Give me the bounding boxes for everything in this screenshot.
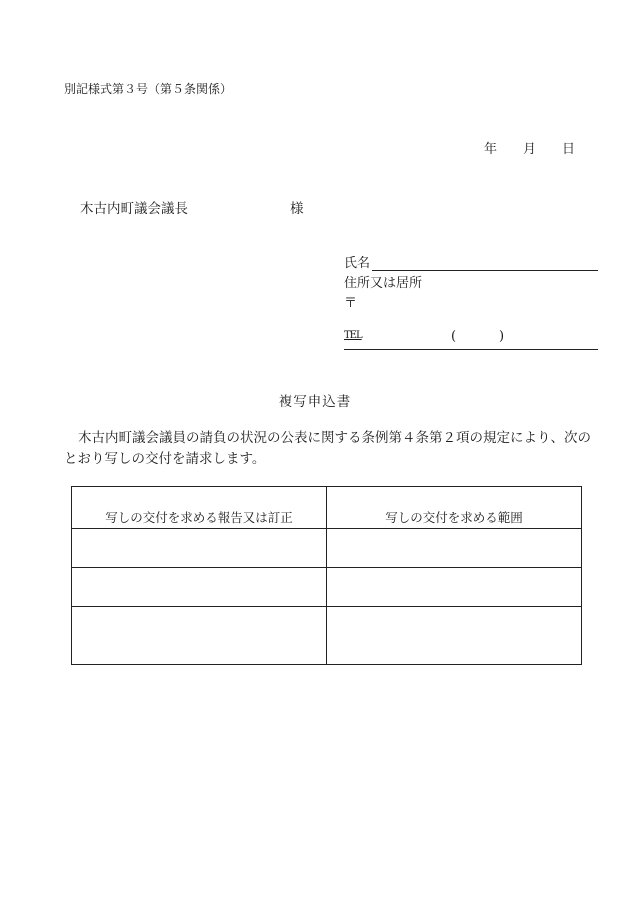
document-title: 複写申込書 <box>278 394 352 410</box>
date-line <box>484 138 575 157</box>
table-cell-range[interactable] <box>327 529 582 568</box>
applicant-name-row <box>344 254 598 274</box>
addressee-name: 木古内町議会議長 <box>80 201 188 217</box>
date-year-label: 年 <box>484 142 498 157</box>
table-row <box>72 568 582 607</box>
table-cell-report[interactable] <box>72 568 327 607</box>
date-day-label: 日 <box>562 142 576 157</box>
table-row <box>72 529 582 568</box>
date-month-label: 月 <box>523 142 537 157</box>
table-header-row <box>72 487 582 529</box>
request-statement: 木古内町議会議員の請負の状況の公表に関する条例第４条第２項の規定により、次のとおり写しの交付を請求します。 <box>64 430 591 467</box>
table-cell-range[interactable] <box>327 568 582 607</box>
name-label: 氏名 <box>344 256 371 271</box>
form-number: 別記様式第３号（第５条関係） <box>64 82 233 96</box>
tel-field-line[interactable] <box>344 331 598 350</box>
addressee-honorific: 様 <box>290 201 304 217</box>
postal-mark: 〒 <box>344 296 358 311</box>
tel-icon: TEL <box>344 330 362 341</box>
table-cell-report[interactable] <box>72 529 327 568</box>
name-field-line[interactable] <box>372 270 598 271</box>
request-table <box>71 486 582 665</box>
applicant-block <box>344 254 598 344</box>
table-row <box>72 607 582 665</box>
address-label: 住所又は居所 <box>344 276 423 291</box>
tel-paren-close: ) <box>499 329 505 344</box>
table-cell-report[interactable] <box>72 607 327 665</box>
tel-paren-open: ( <box>451 329 457 344</box>
table-cell-range[interactable] <box>327 607 582 665</box>
header-range: 写しの交付を求める範囲 <box>327 487 582 529</box>
header-report-or-correction: 写しの交付を求める報告又は訂正 <box>72 487 327 529</box>
